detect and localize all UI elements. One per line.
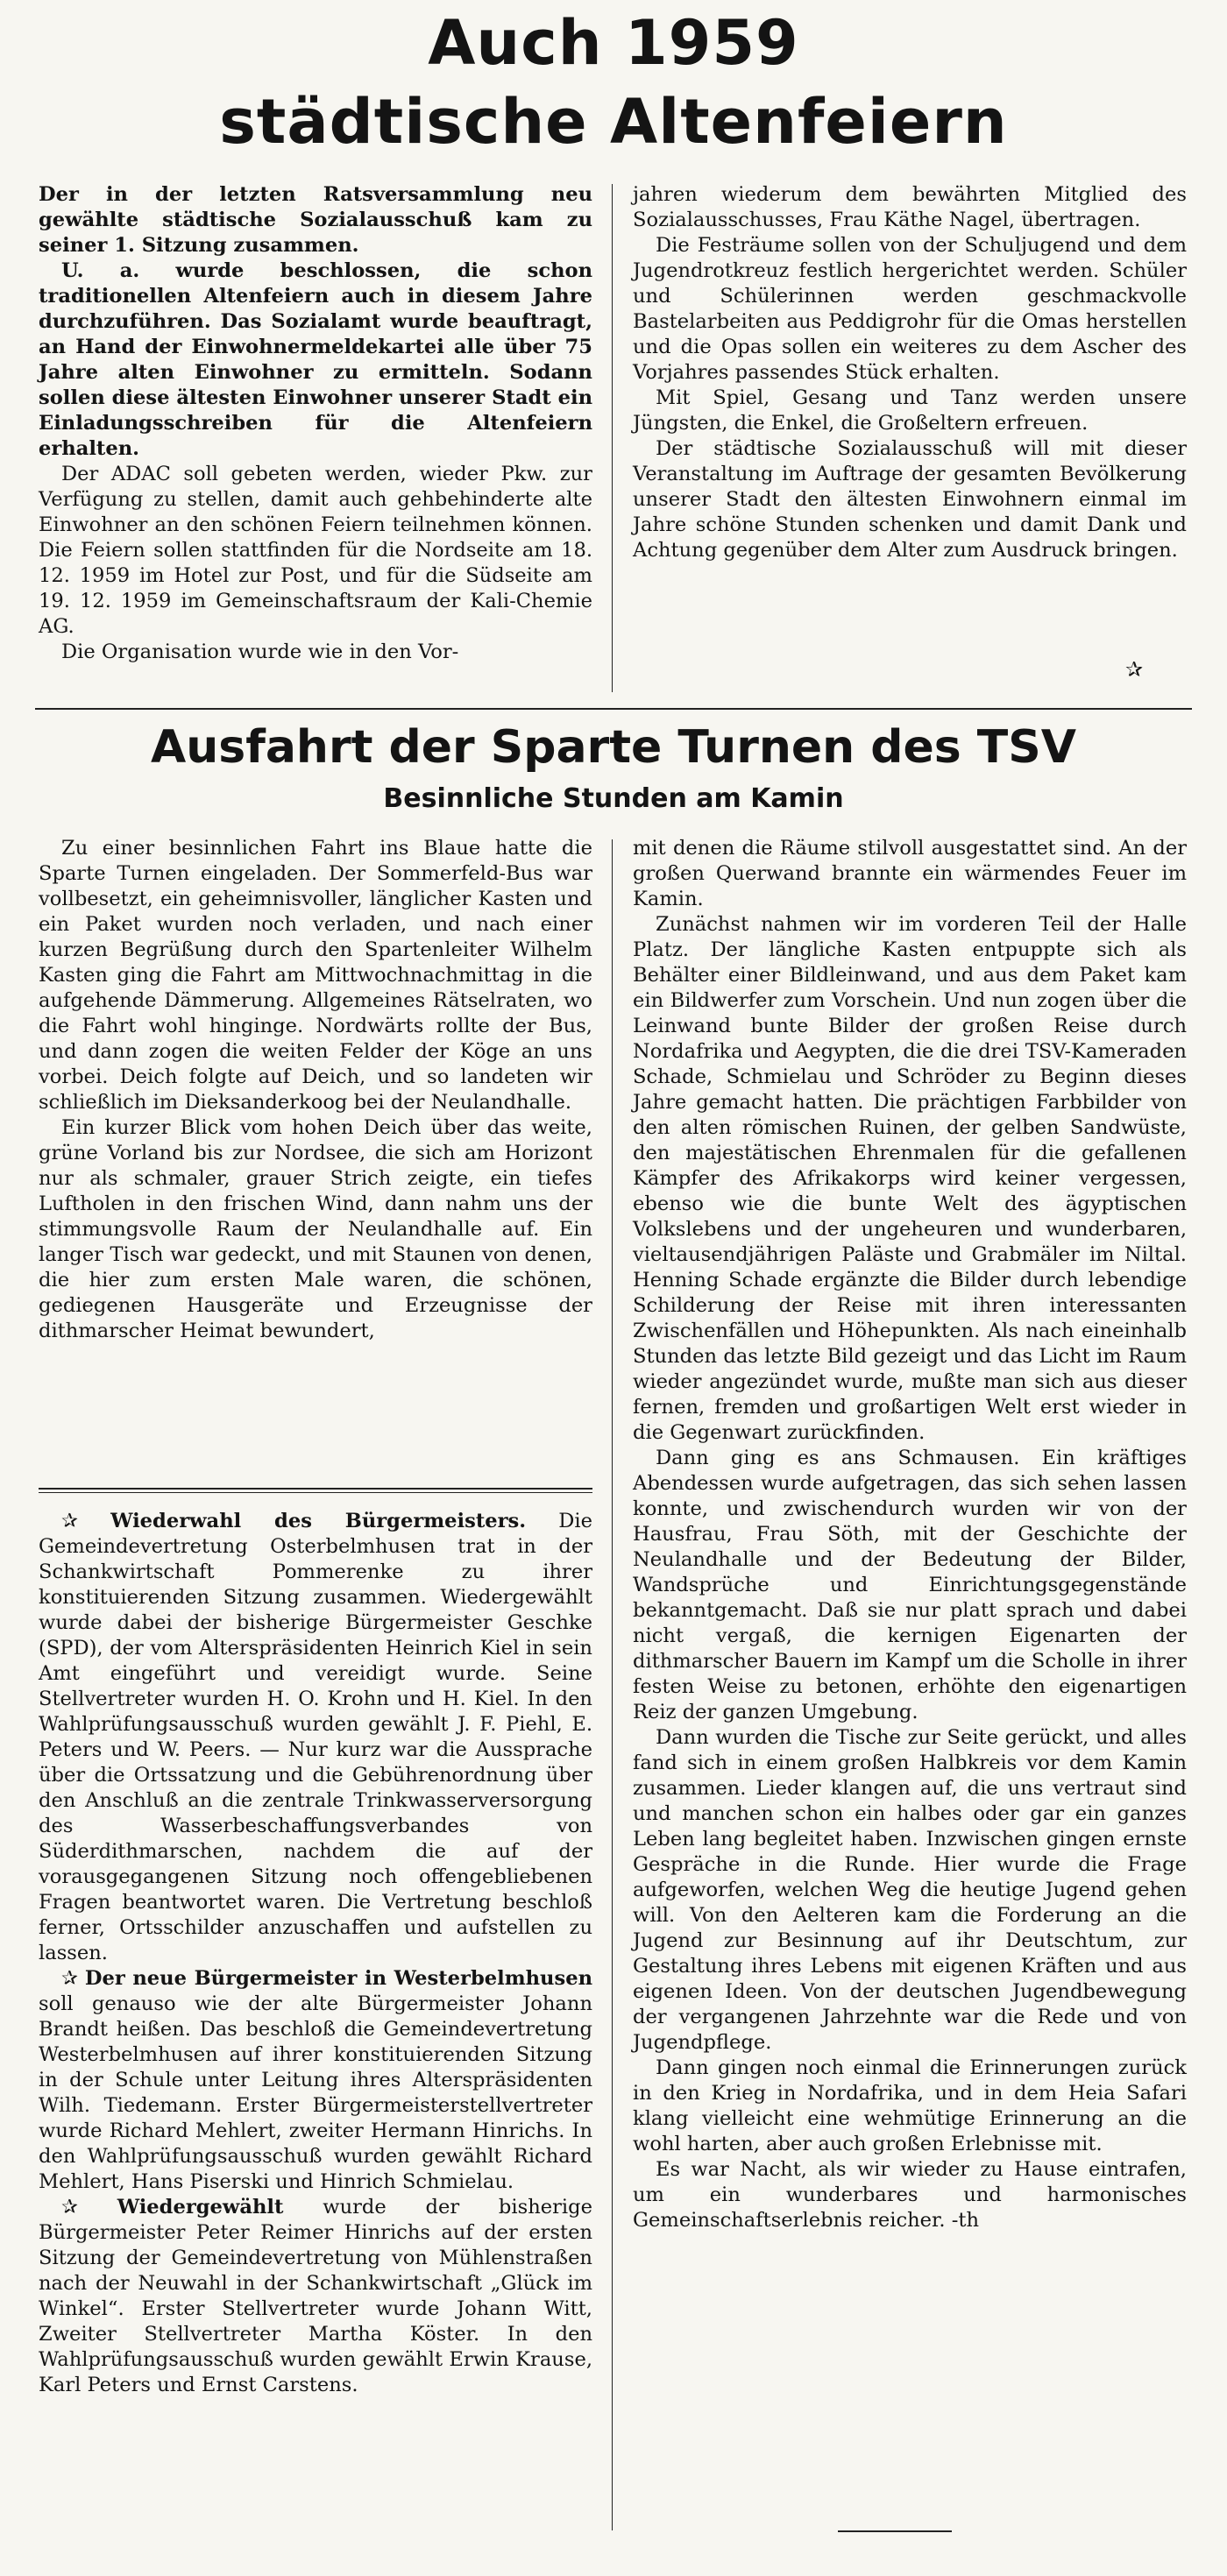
local-note [39, 1966, 592, 2195]
article2-paragraph: Zu einer besinnlichen Fahrt ins Blaue hatte die Sparte Turnen eingeladen. Der Sommerfeld-Bus war vollbesetzt, ein geheimnisvoller, länglicher Kasten und ein Paket wurden noch verladen, und nach einer kurzen Begrüßung durch den Spartenleiter Wilhelm Kasten ging die Fahrt am Mittwochnachmittag in die aufgehende Dämmerung. Allgemeines Rätselraten, wo die Fahrt wohl hinginge. Nordwärts rollte der Bus, und dann zogen die weiten Felder der Köge an uns vorbei. Deich folgte auf Deich, und so landeten wir schließlich im Dieksanderkoog bei der Neulandhalle. [39, 837, 592, 1114]
article1-paragraph: Der ADAC soll gebeten werden, wieder Pkw. zur Verfügung zu stellen, damit auch gehbehinderte alte Einwohner an den schönen Feiern teilnehmen können. Die Feiern sollen stattfinden für die Nordseite am 18. 12. 1959 im Hotel zur Post, und für die Südseite am 19. 12. 1959 im Gemeinschaftsraum der Kali-Chemie AG. [39, 463, 592, 638]
column-divider [612, 839, 613, 2530]
section-divider [35, 708, 1192, 710]
article2-paragraph: Dann gingen noch einmal die Erinnerungen zurück in den Krieg in Nordafrika, und in dem Heia Safari klang vielleicht eine wehmütige Erinnerung an die wohl harten, aber auch großen Erlebnisse mit. [633, 2056, 1187, 2155]
article1-paragraph: Die Organisation wurde wie in den Vor- [61, 640, 459, 663]
article2-paragraph: Ein kurzer Blick vom hohen Deich über das weite, grüne Vorland bis zur Nordsee, die sich am Horizont nur als schmaler, grauer Strich zeigte, ein tiefes Luftholen in den frischen Wind, dann nahm uns der stimmungsvolle Raum der Neulandhalle auf. Ein langer Tisch war gedeckt, und mit Staunen von denen, die hier zum ersten Male waren, die schönen, gediegenen Hausgeräte und Erzeugnisse der dithmarscher Heimat bewundert, [39, 1116, 592, 1342]
article1-headline-line2: städtische Altenfeiern [219, 86, 1008, 158]
article-end-star-icon: ✰ [1125, 657, 1144, 682]
note-text: Die Gemeindevertretung Osterbelmhusen trat in der Schankwirtschaft Pommerenke zu ihrer konstituierenden Sitzung zusammen. Wiedergewählt wurde dabei der bisherige Bürgermeister Geschke (SPD), der vom Alterspräsidenten Heinrich Kiel in sein Amt eingeführt und vereidigt wurde. Seine Stellvertreter wurden H. O. Krohn und H. Kiel. In den Wahlprüfungsausschuß wurden gewählt J. F. Piehl, E. Peters und W. Peers. — Nur kurz war die Aussprache über die Ortssatzung und die Gebührenordnung über den Anschluß an die zentrale Trinkwasserversorgung des Wasserbeschaffungsverbandes von Süderdithmarschen, nachdem die auf der vorausgegangenen Sitzung noch offengebliebenen Fragen beantwortet waren. Die Vertretung beschloß ferner, Ortsschilder anzuschaffen und aufstellen zu lassen. [39, 1510, 592, 1964]
article1-paragraph: jahren wiederum dem bewährten Mitglied des Sozialausschusses, Frau Käthe Nagel, übertragen. [633, 183, 1187, 231]
star-icon: ✰ [61, 1967, 78, 1990]
article2-left-column [39, 836, 592, 1344]
article2-paragraph: mit denen die Räume stilvoll ausgestattet sind. An der großen Querwand brannte ein wärmendes Feuer im Kamin. [633, 837, 1187, 910]
article1-paragraph: U. a. wurde beschlossen, die schon traditionellen Altenfeiern auch in diesem Jahre durchzuführen. Das Sozialamt wurde beauftragt, an Hand der Einwohnermeldekartei alle über 75 Jahre alten Einwohner zu ermitteln. Sodann sollen diese ältesten Einwohner unserer Stadt ein Einladungsschreiben für die Altenfeiern erhalten. [39, 259, 592, 460]
article2-paragraph: Zunächst nahmen wir im vorderen Teil der Halle Platz. Der längliche Kasten entpuppte sich als Behälter einer Bildleinwand, und aus dem Paket kam ein Bildwerfer zum Vorschein. Und nun zogen über die Leinwand bunte Bilder der großen Reise durch Nordafrika und Aegypten, die die drei TSV-Kameraden Schade, Schmielau und Schröder zu Beginn dieses Jahre gemacht hatten. Die prächtigen Farbbilder von den alten römischen Ruinen, der gelben Sandwüste, den majestätischen Ehrenmalen für die gefallenen Kämpfer des Afrikakorps wird keiner vergessen, ebenso wie die bunte Welt des ägyptischen Volkslebens und der ungeheuren und wunderbaren, vieltausendjährigen Paläste und Grabmäler im Niltal. Henning Schade ergänzte die Bilder durch lebendige Schilderung der Reise mit ihren interessanten Zwischenfällen und Höhepunkten. Als nach eineinhalb Stunden das letzte Bild gezeigt und das Licht im Raum wieder angezündet wurde, mußte man sich aus dieser fernen, fremden und großartigen Welt erst wieder in die Gegenwart zurückfinden. [633, 913, 1187, 1444]
end-rule [838, 2530, 952, 2532]
article2-subheadline: Besinnliche Stunden am Kamin [383, 783, 844, 814]
article1-headline-line1: Auch 1959 [428, 7, 799, 79]
article1-paragraph: Mit Spiel, Gesang und Tanz werden unsere Jüngsten, die Enkel, die Großeltern erfreuen. [633, 386, 1187, 435]
notes-divider-thin [39, 1492, 592, 1493]
note-lead: Der neue Bürgermeister in Westerbelmhusen [84, 1967, 592, 1990]
article2-right-column [633, 836, 1187, 2233]
article1-lead-paragraph: Der in der letzten Ratsversammlung neu gewählte städtische Sozialausschuß kam zu seiner 1. Sitzung zusammen. [39, 183, 592, 257]
local-notes-column [39, 1509, 592, 2398]
article1-paragraph: Der städtische Sozialausschuß will mit dieser Veranstaltung im Auftrage der gesamten Bevölkerung unserer Stadt den ältesten Einwohnern einmal im Jahre schöne Stunden schenken und damit Dank und Achtung gegenüber dem Alter zum Ausdruck bringen. [633, 437, 1187, 562]
star-icon: ✰ [61, 2196, 78, 2219]
note-lead: Wiedergewählt [117, 2196, 284, 2219]
article1-left-column [39, 182, 592, 665]
article2-headline: Ausfahrt der Sparte Turnen des TSV [151, 721, 1076, 774]
local-note [39, 2195, 592, 2398]
notes-divider [39, 1488, 592, 1490]
article2-paragraph: Dann wurden die Tische zur Seite gerückt, und alles fand sich in einem großen Halbkreis vor dem Kamin zusammen. Lieder klangen auf, die uns vertraut sind und manchen schon ein halbes oder gar ein ganzes Leben lang begleitet haben. Inzwischen gingen ernste Gespräche in die Runde. Hier wurde die Frage aufgeworfen, welchen Weg die heutige Jugend gehen will. Von den Aelteren kam die Forderung an die Jugend zur Besinnung auf ihr Deutschtum, zur Gestaltung ihres Lebens mit eigenen Kräften und aus eigenen Ideen. Von der deutschen Jugendbewegung der vergangenen Jahrzehnte war die Rede und von Jugendpflege. [633, 1726, 1187, 2054]
article2-paragraph: Es war Nacht, als wir wieder zu Hause eintrafen, um ein wunderbares und harmonisches Gemeinschaftserlebnis reicher. -th [633, 2158, 1187, 2232]
note-lead: Wiederwahl des Bürgermeisters. [110, 1510, 527, 1532]
article1-paragraph: Die Festräume sollen von der Schuljugend und dem Jugendrotkreuz festlich hergerichtet werden. Schüler und Schülerinnen werden geschmackvolle Bastelarbeiten aus Peddigrohr für die Omas herstellen und die Opas sollen ein weiteres zu dem Ascher des Vorjahres passendes Stück erhalten. [633, 234, 1187, 384]
local-note [39, 1509, 592, 1966]
note-text: wurde der bisherige Bürgermeister Peter Reimer Hinrichs auf der ersten Sitzung der Gemeindevertretung von Mühlenstraßen nach der Neuwahl in der Schankwirtschaft „Glück im Winkel“. Erster Stellvertreter wurde Johann Witt, Zweiter Stellvertreter Martha Köster. In den Wahlprüfungsausschuß wurden gewählt Erwin Krause, Karl Peters und Ernst Carstens. [39, 2196, 592, 2396]
column-divider [612, 184, 613, 692]
article2-paragraph: Dann ging es ans Schmausen. Ein kräftiges Abendessen wurde aufgetragen, das sich sehen lassen konnte, und zwischendurch wurden wir von der Hausfrau, Frau Söth, mit der Geschichte der Neulandhalle und der Bedeutung der Bilder, Wandsprüche und Einrichtungsgegenstände bekanntgemacht. Daß sie nur platt sprach und dabei nicht vergaß, die kernigen Eigenarten der dithmarscher Bauern im Kampf um die Scholle in ihrer festen Weise zu betonen, erhöhte den eigenartigen Reiz der ganzen Umgebung. [633, 1447, 1187, 1723]
article1-right-column [633, 182, 1187, 563]
star-icon: ✰ [61, 1510, 78, 1532]
note-text: soll genauso wie der alte Bürgermeister Johann Brandt heißen. Das beschloß die Gemeindevertretung Westerbelmhusen auf ihrer konstituierenden Sitzung in der Schule unter Leitung ihres Alterspräsidenten Wilh. Tiedemann. Erster Bürgermeisterstellvertreter wurde Richard Mehlert, zweiter Hermann Hinrichs. In den Wahlprüfungsausschuß wurden gewählt Richard Mehlert, Hans Piserski und Hinrich Schmielau. [39, 1992, 592, 2193]
